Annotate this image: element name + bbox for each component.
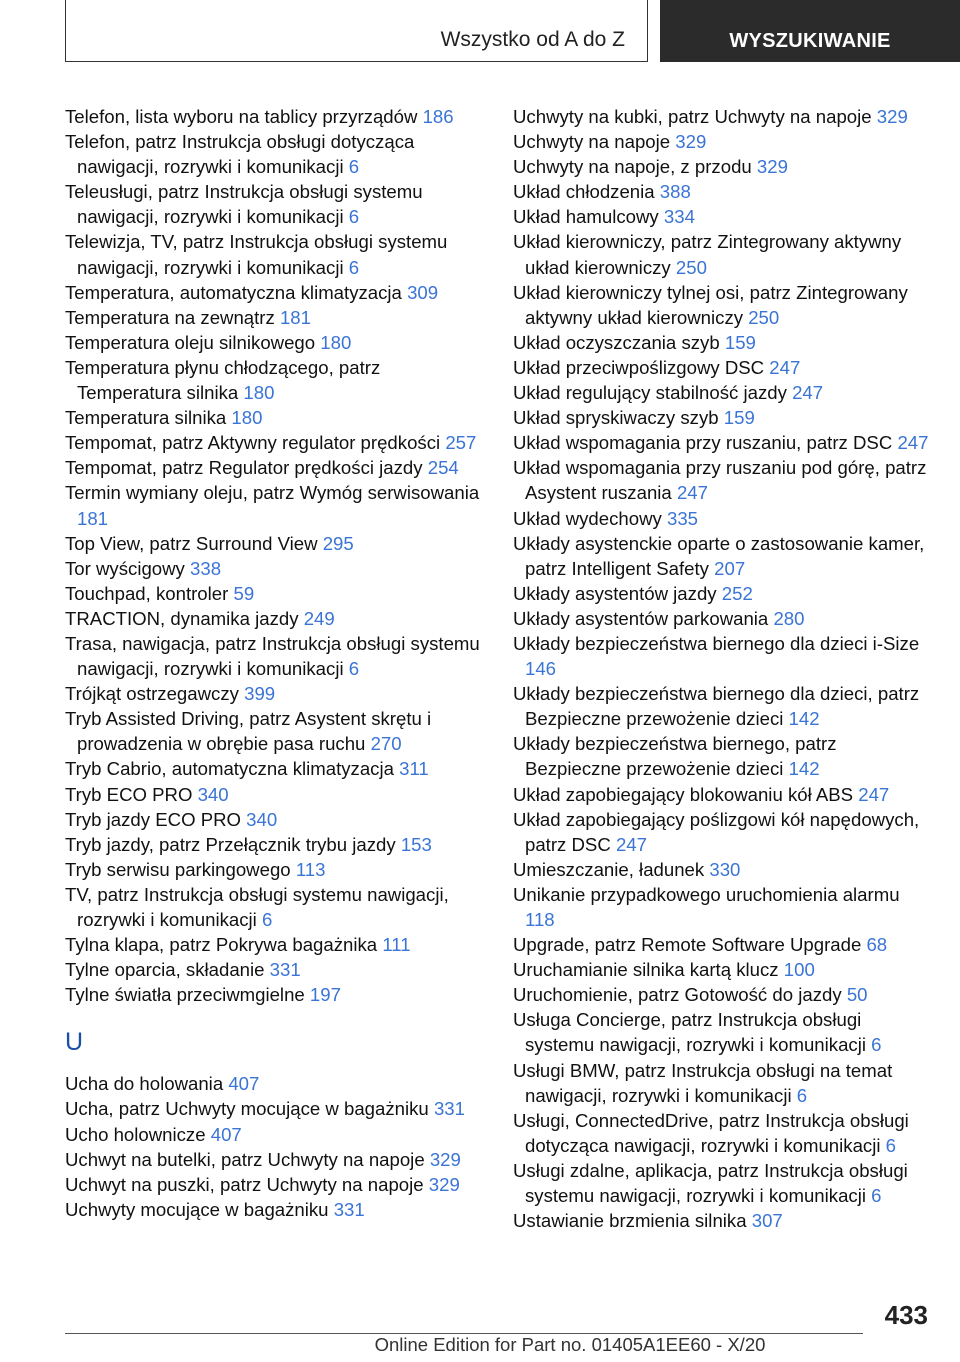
index-entry <box>513 982 933 1007</box>
entry-text: Trójkąt ostrzegawczy <box>65 683 239 705</box>
entry-text: Tryb Assisted Driving, patrz Asystent skrętu i prowadzenia w obrębie pasa ruchu <box>65 708 432 755</box>
entry-text: Temperatura silnika <box>65 407 227 429</box>
index-entry <box>513 1208 933 1233</box>
index-entry <box>513 782 933 807</box>
index-entry <box>513 681 933 731</box>
entry-text: Układ spryskiwaczy szyb <box>513 407 719 429</box>
entry-text: Ucha do holowania <box>65 1073 224 1095</box>
entry-text: Top View, patrz Surround View <box>65 532 318 554</box>
page-link[interactable]: 307 <box>751 1210 783 1232</box>
index-entry <box>513 129 933 154</box>
entry-text: Układ oczyszczania szyb <box>513 331 720 353</box>
page-link[interactable]: 252 <box>721 582 753 604</box>
page-link[interactable]: 340 <box>197 783 229 805</box>
index-entry <box>513 1108 933 1158</box>
page-link[interactable]: 247 <box>897 432 929 454</box>
entry-text: Teleusługi, patrz Instrukcja obsługi systemu nawigacji, rozrywki i komunikacji <box>65 181 423 228</box>
index-entry <box>65 129 485 179</box>
page-link[interactable]: 335 <box>667 507 699 529</box>
page-link[interactable]: 331 <box>433 1098 465 1120</box>
section-title: Wszystko od A do Z <box>440 28 625 51</box>
page-link[interactable]: 407 <box>228 1073 260 1095</box>
entry-text: Uchwyty mocujące w bagażniku <box>65 1198 329 1220</box>
index-entry <box>65 1147 485 1172</box>
search-tab[interactable]: WYSZUKIWANIE <box>660 0 960 62</box>
index-entry <box>513 857 933 882</box>
page-header <box>0 0 960 64</box>
page-link[interactable]: 280 <box>773 607 805 629</box>
entry-text: Uruchamianie silnika kartą klucz <box>513 959 779 981</box>
page-link[interactable]: 68 <box>866 934 888 956</box>
page-link[interactable]: 295 <box>322 532 354 554</box>
entry-text: Upgrade, patrz Remote Software Upgrade <box>513 934 862 956</box>
page-link[interactable]: 6 <box>348 206 360 228</box>
page-link[interactable]: 247 <box>615 833 647 855</box>
index-entry <box>65 957 485 982</box>
entry-text: Układ kierowniczy tylnej osi, patrz Zintegrowany aktywny układ kierowniczy <box>513 281 908 328</box>
index-entry <box>65 480 485 530</box>
index-entry <box>65 556 485 581</box>
index-entry <box>65 104 485 129</box>
index-entry <box>65 355 485 405</box>
entry-text: Ucha, patrz Uchwyty mocujące w bagażniku <box>65 1098 429 1120</box>
entry-text: Tryb jazdy ECO PRO <box>65 808 241 830</box>
page-link[interactable]: 50 <box>846 984 868 1006</box>
entry-text: Układy bezpieczeństwa biernego, patrz Bezpieczne przewożenie dzieci <box>513 733 837 780</box>
entry-text: Usługi zdalne, aplikacja, patrz Instrukcja obsługi systemu nawigacji, rozrywki i komunikacji <box>513 1159 908 1207</box>
entry-text: Układy bezpieczeństwa biernego dla dzieci i-Size <box>513 632 920 654</box>
page-link[interactable]: 186 <box>422 106 454 127</box>
page-link[interactable]: 329 <box>428 1173 460 1195</box>
entry-text: Temperatura na zewnątrz <box>65 306 275 328</box>
index-entry <box>513 957 933 982</box>
page-link[interactable]: 100 <box>783 959 815 981</box>
page-link[interactable]: 338 <box>190 557 222 579</box>
entry-text: Układy asystenckie oparte o zastosowanie kamer, patrz Intelligent Safety <box>513 532 925 579</box>
page-link[interactable]: 207 <box>714 557 746 579</box>
index-entry <box>513 430 933 455</box>
page-link[interactable]: 340 <box>246 808 278 830</box>
entry-text: Układ regulujący stabilność jazdy <box>513 382 787 404</box>
entry-text: Tempomat, patrz Regulator prędkości jazdy <box>65 457 423 479</box>
entry-text: Tryb ECO PRO <box>65 783 193 805</box>
entry-text: TRACTION, dynamika jazdy <box>65 607 299 629</box>
index-entry <box>65 229 485 279</box>
index-column-right <box>513 104 933 1233</box>
index-entry <box>513 1158 933 1208</box>
entry-text: Tryb Cabrio, automatyczna klimatyzacja <box>65 758 394 780</box>
page-link[interactable]: 247 <box>676 482 708 504</box>
index-entry <box>65 280 485 305</box>
page-link[interactable]: 181 <box>77 507 109 529</box>
entry-text: TV, patrz Instrukcja obsługi systemu nawigacji, rozrywki i komunikacji <box>65 883 449 930</box>
index-entry <box>65 1197 485 1222</box>
index-entry <box>65 531 485 556</box>
index-entry <box>65 782 485 807</box>
page-link[interactable]: 6 <box>871 1034 882 1056</box>
entry-text: Umieszczanie, ładunek <box>513 858 705 880</box>
index-entry <box>513 1007 933 1057</box>
index-entry <box>513 631 933 681</box>
index-entry <box>513 104 933 129</box>
entry-text: Uchwyty na kubki, patrz Uchwyty na napoje <box>513 106 872 127</box>
entry-text: Temperatura oleju silnikowego <box>65 331 316 353</box>
page-link[interactable]: 113 <box>295 858 326 880</box>
entry-text: Ucho holownicze <box>65 1123 206 1145</box>
page-link[interactable]: 181 <box>279 306 311 328</box>
page-link[interactable]: 197 <box>309 984 341 1006</box>
index-entry <box>65 1172 485 1197</box>
index-entry <box>513 1058 933 1108</box>
index-entry <box>65 756 485 781</box>
page-link[interactable]: 6 <box>348 156 360 178</box>
entry-text: Uchwyt na butelki, patrz Uchwyty na napoje <box>65 1148 425 1170</box>
entry-text: Układ kierowniczy, patrz Zintegrowany aktywny układ kierowniczy <box>513 231 902 278</box>
page-link[interactable]: 153 <box>400 833 432 855</box>
index-entry <box>65 179 485 229</box>
index-entry <box>513 179 933 204</box>
page-link[interactable]: 247 <box>858 783 890 805</box>
page-link[interactable]: 111 <box>382 934 411 956</box>
page-link[interactable]: 388 <box>659 181 691 203</box>
entry-text: Uchwyt na puszki, patrz Uchwyty na napoje <box>65 1173 424 1195</box>
index-entry <box>65 305 485 330</box>
entry-text: Układy asystentów jazdy <box>513 582 717 604</box>
page-link[interactable]: 329 <box>876 106 908 127</box>
index-entry <box>513 932 933 957</box>
index-column-left <box>65 104 485 1222</box>
index-entry <box>513 405 933 430</box>
entry-text: Uchwyty na napoje <box>513 131 671 153</box>
footer-text: Online Edition for Part no. 01405A1EE60 - X/20 <box>374 1334 766 1355</box>
index-entry <box>513 807 933 857</box>
index-entry <box>65 882 485 932</box>
entry-text: Tryb serwisu parkingowego <box>65 858 291 880</box>
entry-text: Trasa, nawigacja, patrz Instrukcja obsługi systemu nawigacji, rozrywki i komunikacji <box>65 632 480 680</box>
index-entry <box>513 731 933 781</box>
page-link[interactable]: 399 <box>244 683 276 705</box>
entry-text: Telefon, lista wyboru na tablicy przyrządów <box>65 106 418 127</box>
entry-text: Tempomat, patrz Aktywny regulator prędkości <box>65 432 441 454</box>
index-entry <box>65 631 485 681</box>
index-entry <box>513 455 933 505</box>
entry-text: Układ przeciwpoślizgowy DSC <box>513 356 765 378</box>
page-link[interactable]: 257 <box>445 432 477 454</box>
entry-text: Telewizja, TV, patrz Instrukcja obsługi systemu nawigacji, rozrywki i komunikacji <box>65 231 448 278</box>
entry-text: Uchwyty na napoje, z przodu <box>513 156 752 178</box>
entry-text: Unikanie przypadkowego uruchomienia alarmu <box>513 883 900 905</box>
entry-text: Układ hamulcowy <box>513 206 659 228</box>
page-link[interactable]: 331 <box>333 1198 365 1220</box>
section-letter: U <box>65 1028 84 1057</box>
page-link[interactable]: 334 <box>663 206 695 228</box>
index-entry <box>65 1096 485 1121</box>
page-link[interactable]: 329 <box>675 131 707 153</box>
index-entry <box>65 1071 485 1096</box>
index-entry <box>65 581 485 606</box>
index-entry <box>65 430 485 455</box>
entry-text: Telefon, patrz Instrukcja obsługi dotycząca nawigacji, rozrywki i komunikacji <box>65 131 415 178</box>
index-entry <box>65 1122 485 1147</box>
entry-text: Układ wydechowy <box>513 507 662 529</box>
index-entry <box>65 681 485 706</box>
page-link[interactable]: 330 <box>709 858 741 880</box>
index-entry <box>65 405 485 430</box>
entry-text: Układy bezpieczeństwa biernego dla dzieci, patrz Bezpieczne przewożenie dzieci <box>513 683 920 730</box>
index-entry <box>513 204 933 229</box>
page-link[interactable]: 180 <box>231 407 263 429</box>
page-link[interactable]: 6 <box>871 1185 882 1207</box>
page-link[interactable]: 247 <box>792 382 824 404</box>
footer <box>0 1334 960 1356</box>
index-entry <box>65 606 485 631</box>
page-link[interactable]: 6 <box>348 256 360 278</box>
entry-text: Tylna klapa, patrz Pokrywa bagażnika <box>65 934 378 956</box>
page-link[interactable]: 331 <box>269 959 301 981</box>
entry-text: Ustawianie brzmienia silnika <box>513 1210 747 1232</box>
page-link[interactable]: 142 <box>788 708 820 730</box>
page-link[interactable]: 118 <box>525 909 555 930</box>
index-entry <box>65 455 485 480</box>
entry-text: Tylne oparcia, składanie <box>65 959 265 981</box>
index-entry <box>513 355 933 380</box>
entry-text: Temperatura płynu chłodzącego, patrz Temperatura silnika <box>65 356 381 404</box>
index-group-u <box>65 1071 485 1222</box>
entry-text: Tor wyścigowy <box>65 557 185 579</box>
index-entry <box>513 581 933 606</box>
page-link[interactable]: 250 <box>748 306 780 328</box>
index-entry <box>513 506 933 531</box>
entry-text: Tryb jazdy, patrz Przełącznik trybu jazdy <box>65 833 396 855</box>
page-link[interactable]: 254 <box>427 457 459 479</box>
page-link[interactable]: 311 <box>399 758 429 780</box>
entry-text: Układ zapobiegający blokowaniu kół ABS <box>513 783 854 805</box>
entry-text: Usługi, ConnectedDrive, patrz Instrukcja obsługi dotycząca nawigacji, rozrywki i komunikacji <box>513 1109 909 1156</box>
entry-text: Temperatura, automatyczna klimatyzacja <box>65 281 402 303</box>
page-link[interactable]: 270 <box>370 733 402 755</box>
page-link[interactable]: 180 <box>320 331 352 353</box>
index-entry <box>513 606 933 631</box>
index-entry <box>513 882 933 932</box>
index-entry <box>65 807 485 832</box>
page-link[interactable]: 247 <box>769 356 801 378</box>
page-link[interactable]: 6 <box>796 1084 808 1106</box>
entry-text: Touchpad, kontroler <box>65 582 229 604</box>
index-entry <box>513 330 933 355</box>
index-group-u-continued <box>513 104 933 1233</box>
entry-text: Układ chłodzenia <box>513 181 655 203</box>
entry-text: Uruchomienie, patrz Gotowość do jazdy <box>513 984 842 1006</box>
index-entry <box>65 857 485 882</box>
index-entry <box>513 380 933 405</box>
index-group-t <box>65 104 485 1007</box>
page-link[interactable]: 329 <box>756 156 788 178</box>
page-link[interactable]: 309 <box>407 281 439 303</box>
entry-text: Tylne światła przeciwmgielne <box>65 984 305 1006</box>
page-link[interactable]: 6 <box>348 658 360 680</box>
index-entry <box>65 706 485 756</box>
page-link[interactable]: 250 <box>675 256 707 278</box>
entry-text: Układ wspomagania przy ruszaniu pod górę, patrz Asystent ruszania <box>513 457 927 504</box>
page-link[interactable]: 6 <box>885 1134 896 1156</box>
index-entry <box>513 154 933 179</box>
page-link[interactable]: 249 <box>303 607 335 629</box>
entry-text: Układ wspomagania przy ruszaniu, patrz DSC <box>513 432 893 454</box>
entry-text: Termin wymiany oleju, patrz Wymóg serwisowania <box>65 482 480 504</box>
page-link[interactable]: 142 <box>788 758 820 780</box>
page-link[interactable]: 159 <box>724 331 756 353</box>
page-link[interactable]: 59 <box>233 582 255 604</box>
page-link[interactable]: 407 <box>210 1123 242 1145</box>
index-entry <box>65 932 485 957</box>
page-link[interactable]: 180 <box>243 382 275 404</box>
index-entry <box>513 531 933 581</box>
index-entry <box>65 832 485 857</box>
entry-text: Układy asystentów parkowania <box>513 607 769 629</box>
entry-text: Usługa Concierge, patrz Instrukcja obsługi systemu nawigacji, rozrywki i komunikacji <box>513 1009 866 1056</box>
index-entry <box>65 982 485 1007</box>
index-entry <box>513 280 933 330</box>
page-link[interactable]: 146 <box>525 658 557 680</box>
index-entry <box>65 330 485 355</box>
page-number: 433 <box>884 1300 928 1330</box>
page-link[interactable]: 159 <box>723 407 755 429</box>
index-entry <box>513 229 933 279</box>
header-frame <box>65 0 648 62</box>
entry-text: Układ zapobiegający poślizgowi kół napędowych, patrz DSC <box>513 808 920 855</box>
page-link[interactable]: 329 <box>429 1148 461 1170</box>
entry-text: Usługi BMW, patrz Instrukcja obsługi na temat nawigacji, rozrywki i komunikacji <box>513 1059 893 1106</box>
page-link[interactable]: 6 <box>261 909 273 930</box>
